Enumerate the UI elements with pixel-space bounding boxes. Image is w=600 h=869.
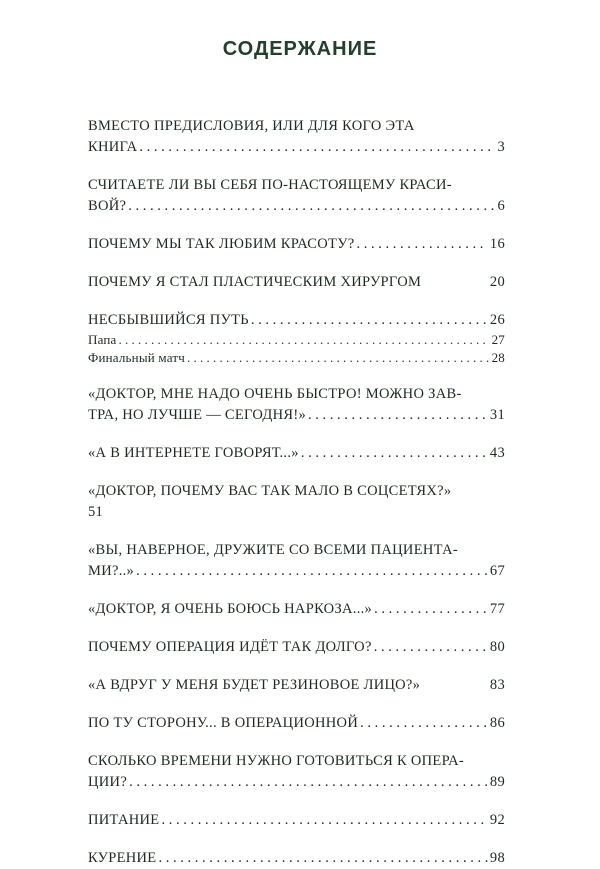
leader-dots	[187, 349, 490, 367]
leader-dots	[128, 196, 495, 217]
table-of-contents	[88, 116, 505, 869]
toc-entry[interactable]	[88, 540, 505, 582]
toc-page-number: 83	[489, 677, 505, 693]
toc-entry[interactable]	[88, 675, 505, 696]
toc-page-number: 98	[489, 850, 505, 866]
toc-entry-title: ПО ТУ СТОРОНУ... В ОПЕРАЦИОННОЙ	[88, 715, 359, 731]
toc-page-number: 86	[489, 715, 505, 731]
toc-entry-title: «А ВДРУГ У МЕНЯ БУДЕТ РЕЗИНОВОЕ ЛИЦО?»	[88, 677, 421, 693]
toc-page-number: 80	[489, 639, 505, 655]
toc-page-number: 3	[497, 139, 505, 155]
toc-page-number: 27	[491, 332, 505, 347]
toc-entry[interactable]	[88, 384, 505, 426]
toc-entry-title: ВМЕСТО ПРЕДИСЛОВИЯ, ИЛИ ДЛЯ КОГО ЭТА	[88, 118, 415, 134]
toc-entry-title: СКОЛЬКО ВРЕМЕНИ НУЖНО ГОТОВИТЬСЯ К ОПЕРА-	[88, 753, 464, 769]
toc-page-number: 51	[88, 504, 104, 520]
toc-entry[interactable]	[88, 272, 505, 293]
toc-entry[interactable]	[88, 481, 505, 523]
toc-entry[interactable]	[88, 599, 505, 620]
leader-dots	[374, 599, 488, 620]
leader-dots	[136, 561, 488, 582]
toc-entry-title: «ДОКТОР, МНЕ НАДО ОЧЕНЬ БЫСТРО! МОЖНО ЗАВ-	[88, 386, 462, 402]
toc-entry-title: ПОЧЕМУ Я СТАЛ ПЛАСТИЧЕСКИМ ХИРУРГОМ	[88, 274, 422, 290]
toc-page-number: 31	[489, 407, 505, 423]
toc-entry-title: «А В ИНТЕРНЕТЕ ГОВОРЯТ...»	[88, 445, 299, 461]
toc-entry-title: КУРЕНИЕ	[88, 850, 157, 866]
toc-entry[interactable]	[88, 810, 505, 831]
toc-page-number: 26	[489, 312, 505, 328]
toc-entry-title: ПОЧЕМУ ОПЕРАЦИЯ ИДЁТ ТАК ДОЛГО?	[88, 639, 372, 655]
toc-page-number: 20	[489, 274, 505, 290]
page-title: СОДЕРЖАНИЕ	[222, 38, 378, 60]
toc-page-number: 6	[497, 198, 505, 214]
toc-entry-title: КНИГА	[88, 139, 138, 155]
toc-entry[interactable]	[88, 175, 505, 217]
toc-subentry[interactable]	[88, 349, 505, 367]
toc-entry-title: ЦИИ?	[88, 774, 128, 790]
toc-entry-title: НЕСБЫВШИЙСЯ ПУТЬ	[88, 312, 249, 328]
toc-page-number: 16	[489, 236, 505, 252]
toc-entry[interactable]	[88, 116, 505, 158]
toc-page-number: 77	[489, 601, 505, 617]
toc-entry[interactable]	[88, 751, 505, 793]
toc-entry[interactable]	[88, 310, 505, 331]
toc-entry-title: «ДОКТОР, Я ОЧЕНЬ БОЮСЬ НАРКОЗА...»	[88, 601, 373, 617]
leader-dots	[119, 331, 490, 349]
toc-page-number: 92	[489, 812, 505, 828]
toc-subentry-title: Папа	[88, 332, 117, 347]
toc-entry[interactable]	[88, 848, 505, 869]
toc-subentry-title: Финальный матч	[88, 350, 185, 365]
toc-entry-title: ВОЙ?	[88, 198, 127, 214]
toc-entry-title: ПОЧЕМУ МЫ ТАК ЛЮБИМ КРАСОТУ?	[88, 236, 355, 252]
toc-entry[interactable]	[88, 637, 505, 658]
leader-dots	[374, 637, 488, 658]
leader-dots	[357, 234, 488, 255]
toc-entry[interactable]	[88, 234, 505, 255]
toc-entry-title: ТРА, НО ЛУЧШЕ — СЕГОДНЯ!»	[88, 407, 307, 423]
leader-dots	[139, 137, 495, 158]
toc-entry-title: «ВЫ, НАВЕРНОЕ, ДРУЖИТЕ СО ВСЕМИ ПАЦИЕНТА-	[88, 542, 458, 558]
leader-dots	[360, 713, 488, 734]
toc-entry-title: ПИТАНИЕ	[88, 812, 160, 828]
leader-dots	[301, 443, 488, 464]
toc-page-number: 67	[489, 563, 505, 579]
toc-entry[interactable]	[88, 443, 505, 464]
toc-page-number: 43	[489, 445, 505, 461]
toc-subentry[interactable]	[88, 331, 505, 349]
toc-entry-title: МИ?..»	[88, 563, 135, 579]
toc-entry[interactable]	[88, 713, 505, 734]
leader-dots	[158, 848, 487, 869]
toc-page-number: 89	[489, 774, 505, 790]
toc-page-number: 28	[491, 350, 505, 365]
leader-dots	[129, 772, 488, 793]
leader-dots	[308, 405, 488, 426]
toc-entry-title: СЧИТАЕТЕ ЛИ ВЫ СЕБЯ ПО-НАСТОЯЩЕМУ КРАСИ-	[88, 177, 452, 193]
leader-dots	[161, 810, 487, 831]
toc-entry-title: «ДОКТОР, ПОЧЕМУ ВАС ТАК МАЛО В СОЦСЕТЯХ?»	[88, 483, 452, 499]
leader-dots	[251, 310, 488, 331]
